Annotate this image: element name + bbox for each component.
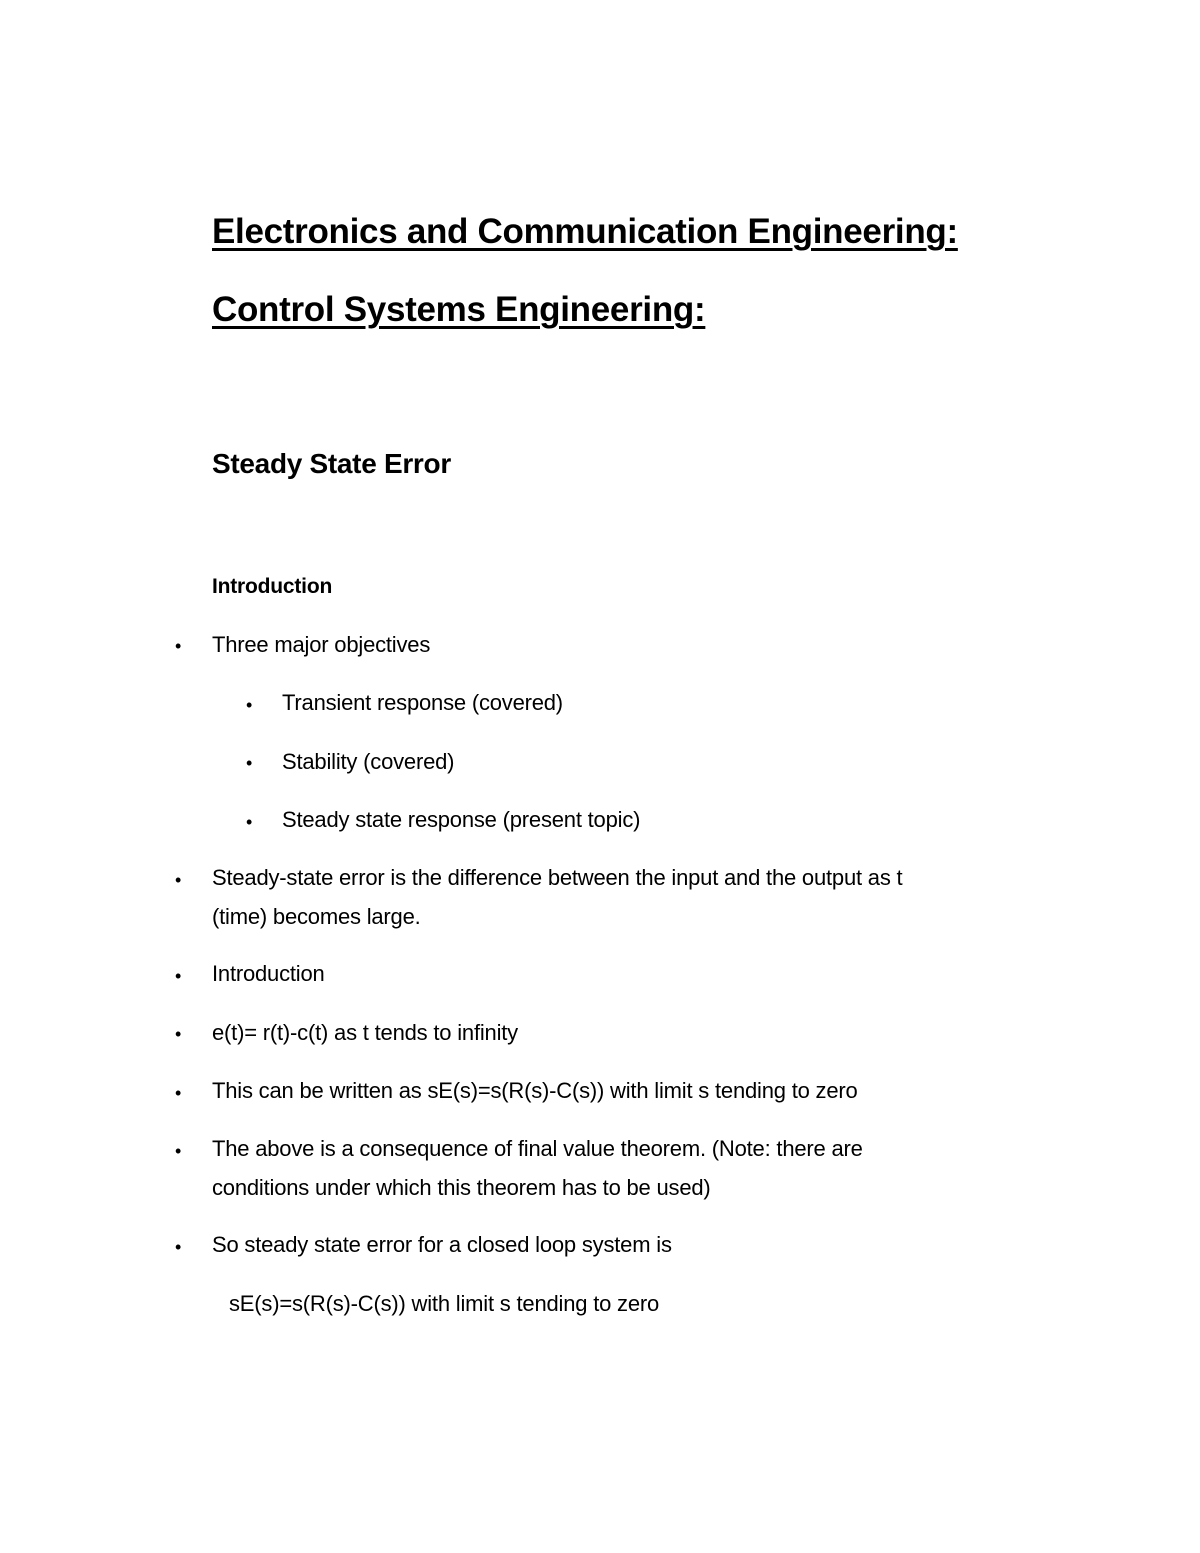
list-item-laplace-formula: This can be written as sE(s)=s(R(s)-C(s)) with limit s tending to zero (212, 1078, 858, 1103)
bullet-icon: • (175, 1141, 182, 1161)
list-item-time-formula: e(t)= r(t)-c(t) as t tends to infinity (212, 1020, 518, 1045)
list-item-theorem-line-2: conditions under which this theorem has to be used) (212, 1175, 711, 1200)
title-line-1: Electronics and Communication Engineering: (212, 212, 958, 251)
subsection-heading: Introduction (212, 575, 333, 598)
list-item-transient: Transient response (covered) (282, 690, 563, 715)
bullet-icon: • (246, 812, 253, 832)
list-item-theorem-line-1: The above is a consequence of final value theorem. (Note: there are (212, 1136, 863, 1161)
bullet-icon: • (246, 695, 253, 715)
list-item-definition-line-2: (time) becomes large. (212, 904, 421, 929)
bullet-icon: • (175, 966, 182, 986)
bullet-icon: • (175, 870, 182, 890)
list-item-objectives: Three major objectives (212, 632, 431, 657)
bullet-icon: • (175, 1083, 182, 1103)
list-item-stability: Stability (covered) (282, 749, 455, 774)
section-heading: Steady State Error (212, 448, 451, 479)
bullet-icon: • (175, 1237, 182, 1257)
list-item-closed-loop: So steady state error for a closed loop system is (212, 1232, 672, 1257)
closed-loop-formula: sE(s)=s(R(s)-C(s)) with limit s tending to zero (229, 1291, 660, 1316)
title-line-2: Control Systems Engineering: (212, 290, 706, 329)
bullet-icon: • (246, 753, 253, 773)
bullet-icon: • (175, 1024, 182, 1044)
list-item-definition-line-1: Steady-state error is the difference between the input and the output as t (212, 865, 903, 890)
list-item-introduction: Introduction (212, 961, 325, 986)
bullet-icon: • (175, 636, 182, 656)
list-item-steady-state: Steady state response (present topic) (282, 807, 641, 832)
